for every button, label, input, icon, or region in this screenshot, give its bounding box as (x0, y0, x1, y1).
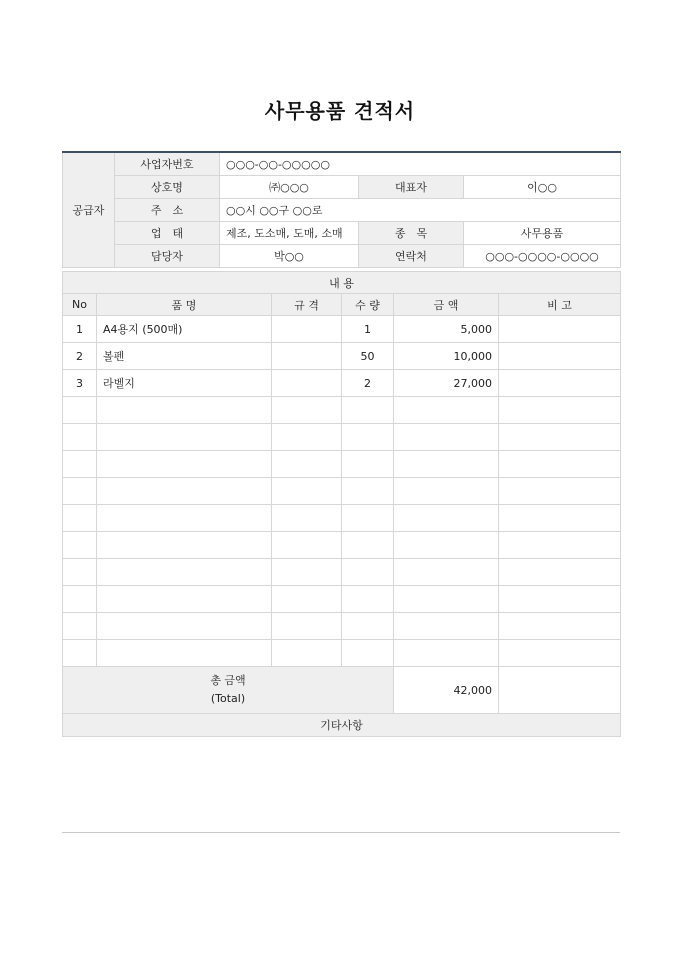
row-note (499, 316, 621, 343)
document-title: 사무용품 견적서 (264, 99, 416, 123)
row-qty (342, 424, 394, 451)
row-no: 2 (63, 343, 97, 370)
row-no (63, 640, 97, 667)
row-name (97, 559, 272, 586)
row-amount (394, 640, 499, 667)
row-note (499, 640, 621, 667)
ceo-label: 대표자 (359, 176, 464, 199)
row-qty: 50 (342, 343, 394, 370)
row-no: 1 (63, 316, 97, 343)
row-note (499, 613, 621, 640)
row-spec (272, 397, 342, 424)
row-amount (394, 559, 499, 586)
contact-value: ○○○-○○○○-○○○○ (464, 245, 621, 268)
row-name: 라벨지 (97, 370, 272, 397)
row-note (499, 451, 621, 478)
row-spec (272, 532, 342, 559)
row-qty (342, 451, 394, 478)
row-qty (342, 532, 394, 559)
total-label: 총 금액 (210, 674, 246, 687)
table-row (63, 478, 621, 505)
row-amount (394, 424, 499, 451)
biz-item-value: 사무용품 (464, 222, 621, 245)
row-name (97, 397, 272, 424)
row-qty: 2 (342, 370, 394, 397)
supplier-table (62, 151, 621, 268)
row-spec (272, 316, 342, 343)
table-row (63, 397, 621, 424)
row-note (499, 478, 621, 505)
row-name (97, 586, 272, 613)
total-value: 42,000 (394, 667, 499, 714)
row-note (499, 559, 621, 586)
row-qty (342, 559, 394, 586)
row-note (499, 343, 621, 370)
row-amount (394, 505, 499, 532)
row-qty (342, 505, 394, 532)
col-header-spec: 규 격 (272, 294, 342, 316)
table-row (63, 424, 621, 451)
row-note (499, 586, 621, 613)
contact-label: 연락처 (359, 245, 464, 268)
table-row (63, 586, 621, 613)
total-label-en: (Total) (210, 692, 246, 705)
row-note (499, 424, 621, 451)
remarks-bottom-line (62, 832, 620, 833)
manager-label: 담당자 (115, 245, 220, 268)
table-row (63, 343, 621, 370)
table-row (63, 451, 621, 478)
address-value: ○○시 ○○구 ○○로 (220, 199, 621, 222)
row-spec (272, 613, 342, 640)
total-note (499, 667, 621, 714)
total-label-cell (63, 667, 394, 714)
table-row (63, 640, 621, 667)
row-spec (272, 559, 342, 586)
address-label: 주 소 (115, 199, 220, 222)
row-spec (272, 424, 342, 451)
row-no (63, 613, 97, 640)
row-qty (342, 640, 394, 667)
item-rows (63, 316, 621, 667)
table-row (63, 559, 621, 586)
row-note (499, 397, 621, 424)
row-no (63, 478, 97, 505)
row-amount: 27,000 (394, 370, 499, 397)
row-note (499, 532, 621, 559)
row-qty: 1 (342, 316, 394, 343)
row-name (97, 478, 272, 505)
col-header-note: 비 고 (499, 294, 621, 316)
col-header-qty: 수 량 (342, 294, 394, 316)
row-name (97, 424, 272, 451)
col-header-name: 품 명 (97, 294, 272, 316)
row-amount (394, 397, 499, 424)
row-no (63, 532, 97, 559)
row-name (97, 640, 272, 667)
table-row (63, 316, 621, 343)
row-spec (272, 586, 342, 613)
row-no (63, 586, 97, 613)
row-no (63, 397, 97, 424)
row-amount (394, 532, 499, 559)
table-row (63, 532, 621, 559)
row-amount: 10,000 (394, 343, 499, 370)
row-amount (394, 586, 499, 613)
remarks-label: 기타사항 (63, 714, 621, 737)
row-name (97, 532, 272, 559)
company-label: 상호명 (115, 176, 220, 199)
row-name: 볼펜 (97, 343, 272, 370)
row-spec (272, 370, 342, 397)
company-value: ㈜○○○ (220, 176, 359, 199)
business-no-value: ○○○-○○-○○○○○ (220, 152, 621, 176)
manager-value: 박○○ (220, 245, 359, 268)
row-name: A4용지 (500매) (97, 316, 272, 343)
ceo-value: 이○○ (464, 176, 621, 199)
table-row (63, 613, 621, 640)
row-amount: 5,000 (394, 316, 499, 343)
content-section-label: 내 용 (63, 272, 621, 294)
col-header-amount: 금 액 (394, 294, 499, 316)
row-no: 3 (63, 370, 97, 397)
row-name (97, 505, 272, 532)
row-amount (394, 613, 499, 640)
row-amount (394, 451, 499, 478)
row-qty (342, 478, 394, 505)
row-spec (272, 451, 342, 478)
row-no (63, 424, 97, 451)
biz-type-label: 업 태 (115, 222, 220, 245)
col-header-no: No (63, 294, 97, 316)
row-no (63, 559, 97, 586)
biz-type-value: 제조, 도소매, 도매, 소매 (220, 222, 359, 245)
row-note (499, 505, 621, 532)
row-spec (272, 505, 342, 532)
row-no (63, 505, 97, 532)
table-row (63, 505, 621, 532)
row-qty (342, 397, 394, 424)
items-table (62, 271, 621, 737)
row-amount (394, 478, 499, 505)
row-spec (272, 478, 342, 505)
business-no-label: 사업자번호 (115, 152, 220, 176)
row-spec (272, 640, 342, 667)
row-name (97, 613, 272, 640)
table-row (63, 370, 621, 397)
row-spec (272, 343, 342, 370)
row-name (97, 451, 272, 478)
row-qty (342, 613, 394, 640)
row-qty (342, 586, 394, 613)
row-note (499, 370, 621, 397)
supplier-group-label: 공급자 (63, 152, 115, 268)
biz-item-label: 종 목 (359, 222, 464, 245)
row-no (63, 451, 97, 478)
